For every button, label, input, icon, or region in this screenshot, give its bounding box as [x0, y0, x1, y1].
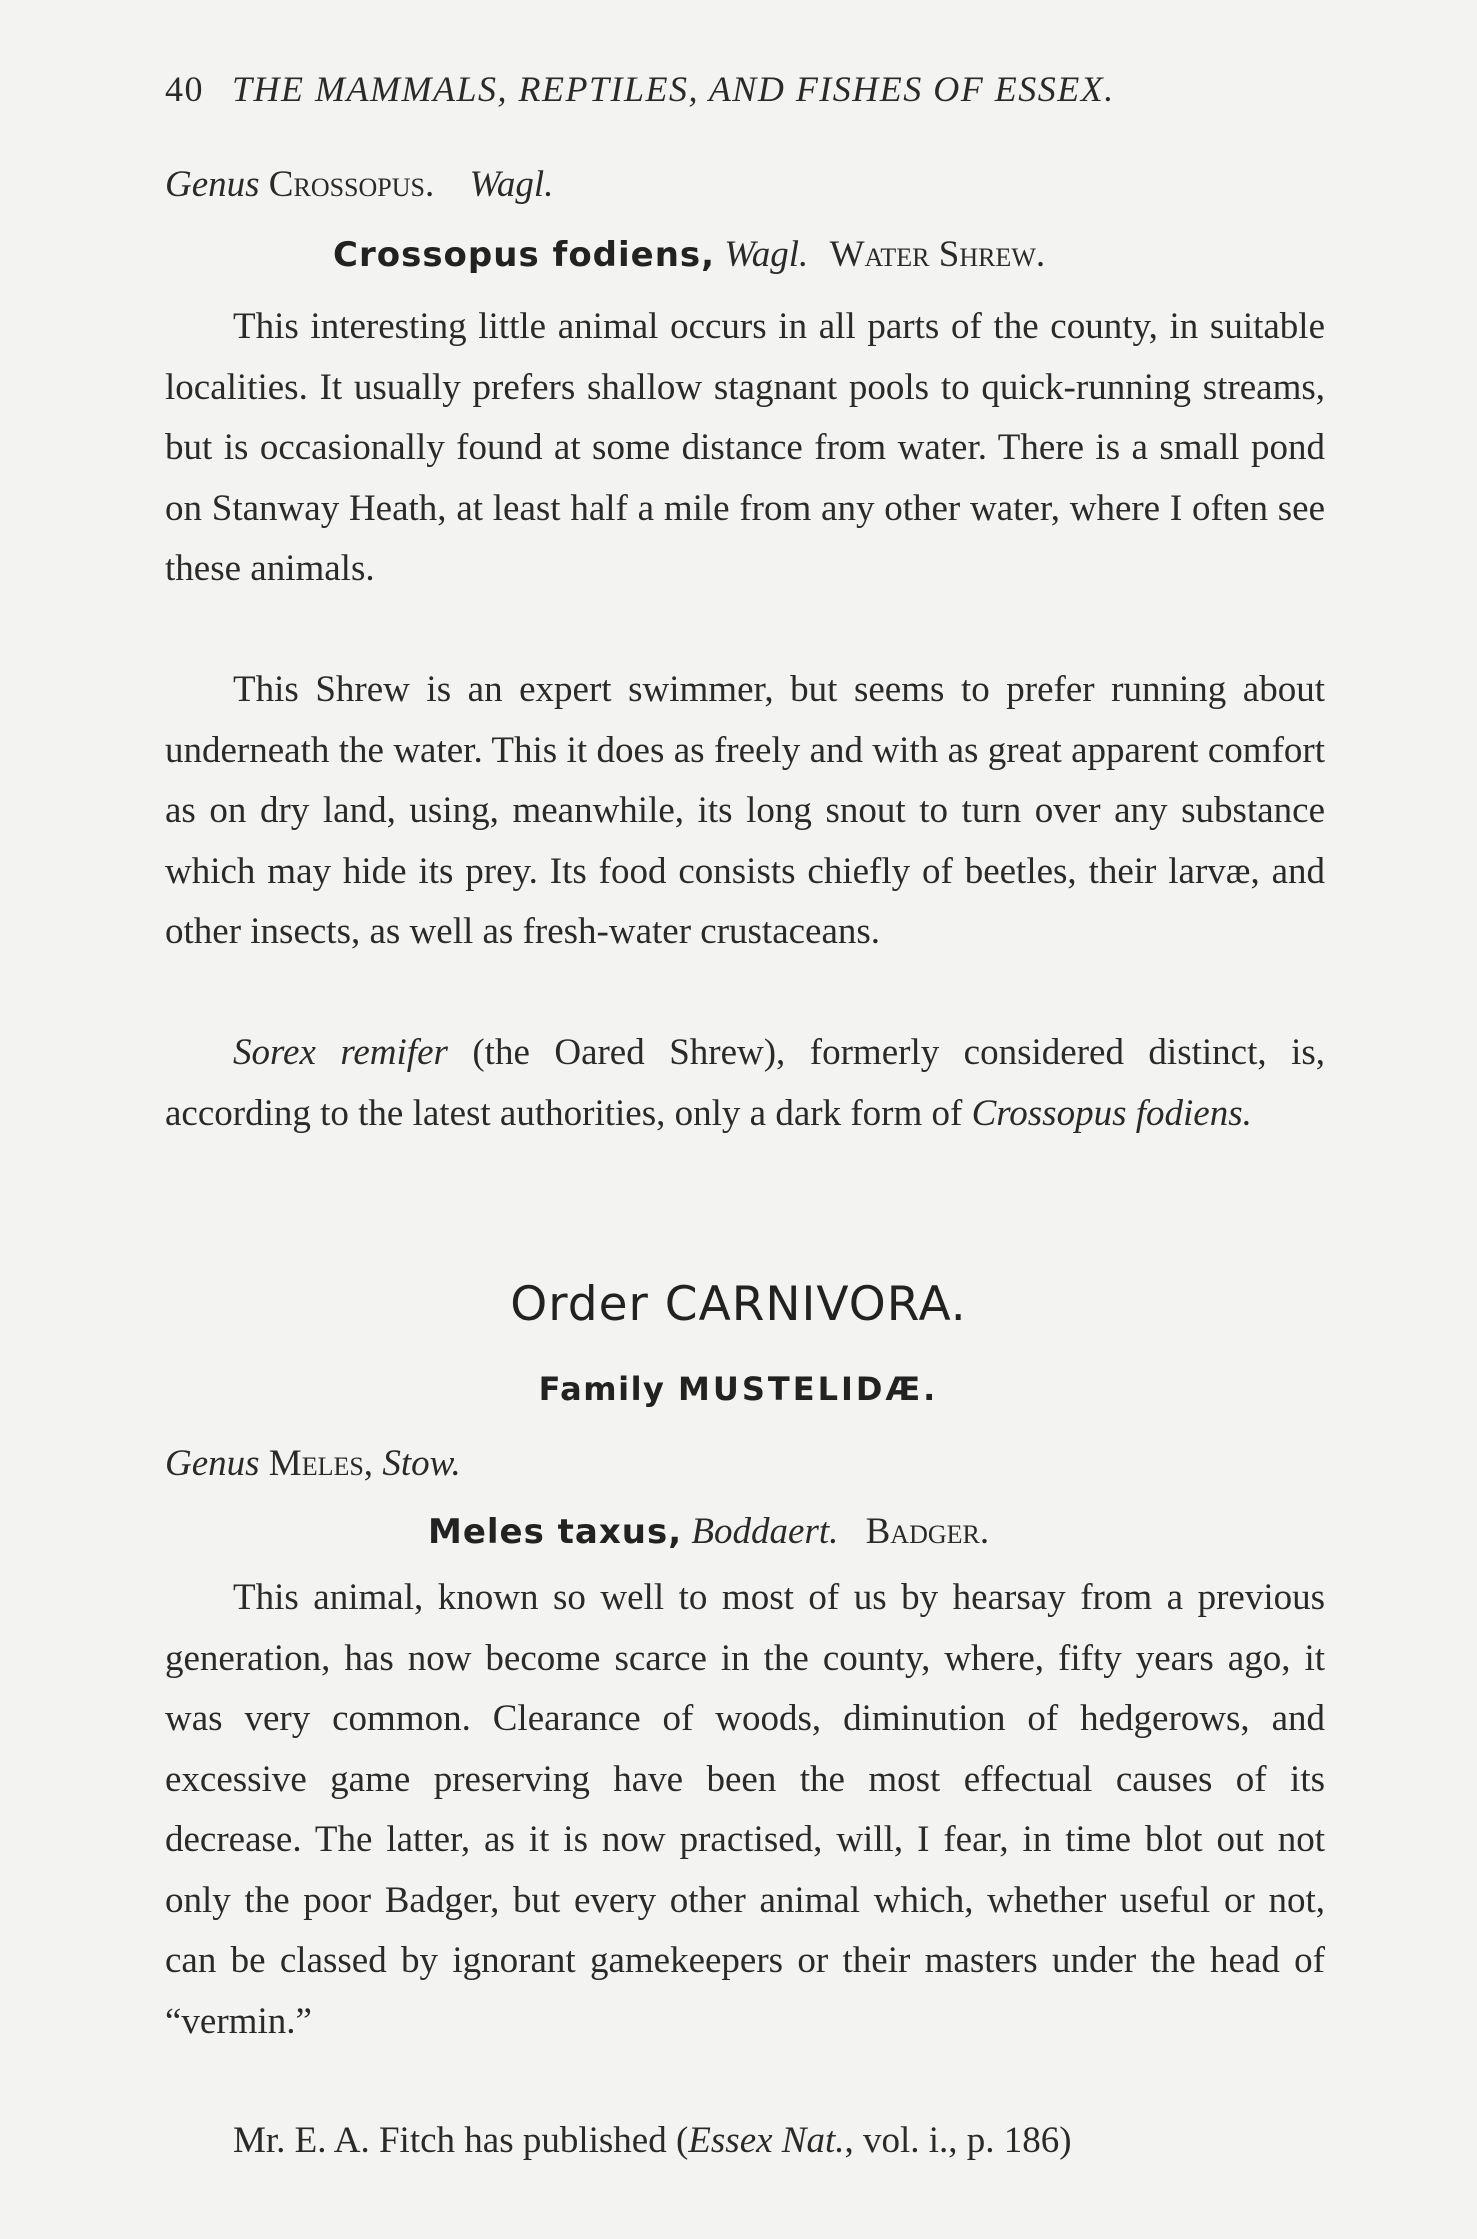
- paragraph-shrew-habitat: This interesting little animal occurs in all parts of the county, in suitable localities. It usually prefers shallow stagnant pools to quick-running streams, but is occasionally found at some distance from water. There is a small pond on Stanway Heath, at least half a mile from any other water, where I often see these animals.: [165, 306, 1325, 589]
- genus-word: Genus: [165, 1443, 260, 1484]
- species-name: Meles taxus,: [428, 1512, 683, 1552]
- paragraph-fitch: [165, 2111, 1325, 2172]
- running-head: [165, 68, 1325, 110]
- running-title: THE MAMMALS, REPTILES, AND FISHES OF ESSEX.: [232, 69, 1115, 109]
- page-number: 40: [165, 69, 204, 109]
- italic-essex-nat: Essex Nat.: [688, 2120, 845, 2161]
- genus-authority: Wagl.: [469, 164, 554, 205]
- genus-word: Genus: [165, 164, 260, 205]
- common-name: Water Shrew.: [829, 234, 1046, 275]
- paragraph-badger: This animal, known so well to most of us by hearsay from a previous generation, has now become scarce in the county, where, fifty years ago, it was very common. Clearance of woods, diminution of hedgerows, and excessive game preserving have been the most effectual causes of its decrease. The latter, as it is now practised, will, I fear, in time blot out not only the poor Badger, but every other animal which, whether useful or not, can be classed by ignorant gamekeepers or their masters under the head of “vermin.”: [165, 1577, 1325, 2042]
- paragraph-sorex-remifer: [165, 1023, 1325, 1144]
- genus-authority: Stow.: [382, 1443, 461, 1484]
- family-name: MUSTELIDÆ.: [678, 1370, 939, 1408]
- common-name: Badger.: [865, 1511, 990, 1552]
- family-word: Family: [538, 1370, 666, 1408]
- genus-heading-crossopus: [165, 163, 1325, 206]
- remifer-text: (the Oared Shrew), formerly considered distinct, is, according to the latest authorities, only a dark form of: [165, 1032, 1325, 1134]
- family-heading: [0, 1370, 1477, 1408]
- paragraph-shrew-swimming: This Shrew is an expert swimmer, but seems to prefer running about underneath the water. This it does as freely and with as great apparent comfort as on dry land, using, meanwhile, its long snout to turn over any substance which may hide its prey. Its food consists chiefly of beetles, their larvæ, and other insects, as well as fresh-water crustaceans.: [165, 669, 1325, 952]
- italic-sorex-remifer: Sorex remifer: [233, 1032, 448, 1073]
- genus-name: Crossopus.: [268, 164, 435, 205]
- fitch-citation: , vol. i., p. 186): [844, 2120, 1072, 2161]
- order-heading: Order CARNIVORA.: [510, 1277, 967, 1332]
- italic-crossopus-fodiens: Crossopus fodiens.: [971, 1092, 1252, 1134]
- species-heading-badger: [428, 1510, 1477, 1553]
- species-name: Crossopus fodiens,: [333, 235, 716, 275]
- fitch-text: Mr. E. A. Fitch has published (: [233, 2120, 689, 2161]
- species-heading-water-shrew: [333, 233, 1477, 276]
- species-authority: Wagl.: [724, 234, 809, 275]
- species-authority: Boddaert.: [691, 1511, 839, 1552]
- genus-heading-meles: [165, 1442, 1325, 1485]
- genus-name: Meles,: [268, 1443, 374, 1484]
